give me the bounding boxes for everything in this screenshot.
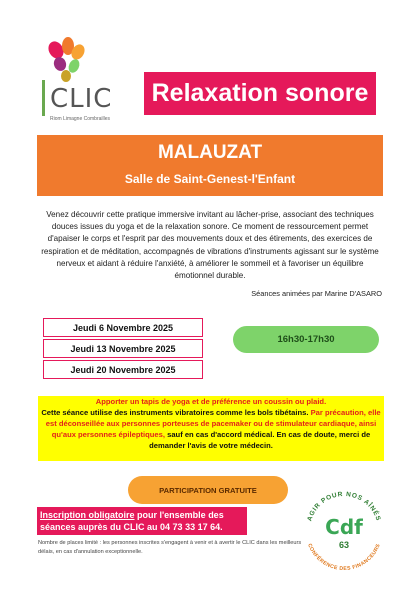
cdf-letters: Cdf bbox=[325, 515, 363, 539]
cdf-logo bbox=[296, 480, 392, 576]
title-banner bbox=[144, 72, 376, 115]
cdf-arc-bottom: CONFÉRENCE DES FINANCEURS bbox=[306, 542, 382, 573]
logo-stem bbox=[42, 80, 45, 116]
time-label: 16h30-17h30 bbox=[277, 334, 335, 345]
clic-logo bbox=[28, 36, 138, 126]
animators-credit: Séances animées par Marine D'ASARO bbox=[251, 289, 382, 298]
warning-precaution bbox=[38, 407, 384, 451]
participation-badge bbox=[128, 476, 288, 504]
date-item: Jeudi 20 Novembre 2025 bbox=[43, 360, 203, 379]
logo-wordmark: CLIC bbox=[50, 84, 113, 114]
inscription-box bbox=[37, 507, 247, 535]
logo-subtitle: Riom Limagne Combrailles bbox=[50, 116, 111, 122]
page-title: Relaxation sonore bbox=[151, 79, 369, 107]
location-city: MALAUZAT bbox=[157, 142, 263, 163]
description-paragraph: Venez découvrir cette pratique immersive invitant au lâcher-prise, associant des techniques douces issues du yoga et de la relaxation sonore. Ce moment de ressourcement permet d'apaiser le corps et l'esprit par des mouvements doux et des étirements, des exercices de respiration et de méditation, accompagnés de vibrations d'instruments agissant sur le système nerveux et aidant à réduire l'anxiété, à améliorer le sommeil et à favoriser un équilibre émotionnel durable. bbox=[41, 210, 379, 281]
location-box bbox=[37, 135, 383, 196]
dates-list bbox=[43, 318, 203, 379]
time-badge bbox=[233, 326, 379, 353]
warning-bring-items: Apporter un tapis de yoga et de préférence un coussin ou plaid. bbox=[95, 397, 327, 406]
date-item: Jeudi 13 Novembre 2025 bbox=[43, 339, 203, 358]
cdf-arc-top: AGIR POUR NOS AÎNÉS bbox=[306, 490, 382, 523]
places-note: Nombre de places limité : les personnes inscrites s'engagent à venir et à avertir le CLIC dans les meilleurs délais, en cas d'annulation exceptionnelle. bbox=[38, 540, 302, 555]
cdf-number: 63 bbox=[338, 540, 350, 550]
warning-instruments: Cette séance utilise des instruments vibratoires comme les bols tibétains. bbox=[41, 408, 309, 417]
cdf-seal-icon bbox=[296, 480, 392, 576]
warning-medical-advice: sauf en cas d'accord médical. En cas de doute, merci de demander l'avis de votre médecin. bbox=[149, 430, 371, 450]
date-item: Jeudi 6 Novembre 2025 bbox=[43, 318, 203, 337]
warning-box bbox=[38, 396, 384, 461]
inscription-details: pour l'ensemble des séances auprès du CLIC au 04 73 33 17 64. bbox=[40, 510, 224, 532]
location-venue: Salle de Saint-Genest-l'Enfant bbox=[124, 172, 296, 186]
warning-contraindication: Par précaution, elle est déconseillée aux personnes porteuses de pacemaker ou de stimulateur cardiaque, ainsi qu'aux personnes épileptiques, bbox=[45, 408, 381, 439]
participation-label: PARTICIPATION GRATUITE bbox=[159, 485, 257, 495]
inscription-required: Inscription obligatoire bbox=[40, 510, 135, 520]
